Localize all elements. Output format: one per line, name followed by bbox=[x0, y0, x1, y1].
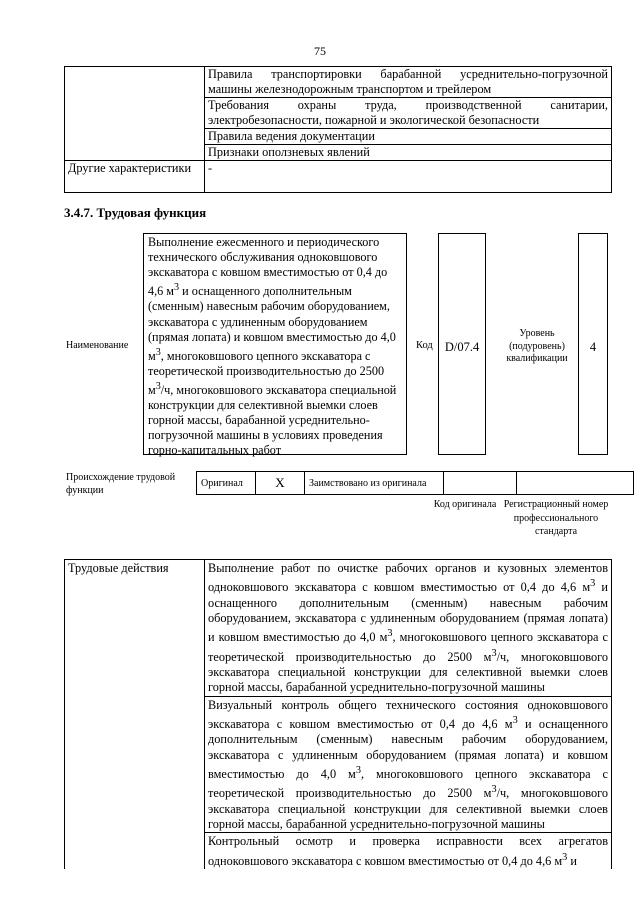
table-row bbox=[65, 161, 612, 193]
other-characteristics-label: Другие характеристики bbox=[65, 161, 205, 193]
row-label bbox=[65, 833, 205, 869]
table-row bbox=[65, 696, 612, 833]
section-heading: 3.4.7. Трудовая функция bbox=[64, 205, 207, 220]
labor-action-text: Выполнение работ по очистке рабочих органов и кузовных элементов одноковшового экскаватора с ковшом вместимостью от 0,4 до 4,6 $м^3$ и оснащенного дополнительным (сменным) навесным рабочим оборудованием, экскаватора с удлиненным оборудованием (прямая лопата) и ковшом вместимостью до 4,0 $м^3$, многоковшового цепного экскаватора с теоретической производительностью до 2500 $м^3/ч$, многоковшового экскаватора специальной конструкции для селективной выемки слоев горной массы, барабанной усреднительно-погрузочной машины bbox=[205, 560, 612, 697]
code-original-label: Код оригинала bbox=[433, 499, 497, 510]
labor-actions-label: Трудовые действия bbox=[65, 560, 205, 697]
qualification-level: 4 bbox=[589, 340, 597, 354]
row-text: Правила транспортировки барабанной усреднительно-погрузочной машины железнодорожным транспортом и трейлером bbox=[205, 67, 612, 98]
row-label bbox=[65, 98, 205, 129]
borrowed-label: Заимствовано из оригинала bbox=[305, 472, 444, 495]
qualification-level-label: Уровень (подуровень) квалификации bbox=[506, 328, 568, 364]
row-label bbox=[65, 145, 205, 161]
row-label bbox=[65, 129, 205, 145]
function-code-box bbox=[438, 233, 486, 455]
row-text: Правила ведения документации bbox=[205, 129, 612, 145]
table-row bbox=[65, 98, 612, 129]
qualification-level-box bbox=[578, 233, 608, 455]
table-row bbox=[65, 560, 612, 697]
original-label: Оригинал bbox=[197, 472, 256, 495]
page-number: 75 bbox=[314, 44, 326, 58]
code-original-cell bbox=[444, 472, 517, 495]
original-mark: X bbox=[256, 472, 305, 495]
labor-action-text: Визуальный контроль общего технического состояния одноковшового экскаватора с ковшом вместимостью от 0,4 до 4,6 $м^3$ и оснащенного дополнительным (сменным) навесным рабочим оборудованием, экскаватора с удлиненным оборудованием (прямая лопата) и ковшом вместимостью до 4,0 $м^3$, многоковшового цепного экскаватора с теоретической производительностью до 2500 $м^3/ч$, многоковшового экскаватора специальной конструкции для селективной выемки слоев горной массы, барабанной усреднительно-погрузочной машины bbox=[205, 696, 612, 833]
table-row bbox=[65, 145, 612, 161]
function-code-label: Код bbox=[416, 340, 433, 351]
row-text: Требования охраны труда, производственной санитарии, электробезопасности, пожарной и экологической безопасности bbox=[205, 98, 612, 129]
function-code: D/07.4 bbox=[444, 340, 480, 354]
function-name-text: Выполнение ежесменного и периодического технического обслуживания одноковшового экскаватора с ковшом вместимостью от 0,4 до 4,6 $м^3$ и оснащенного дополнительным (сменным) навесным рабочим оборудованием, экскаватора с удлиненным оборудованием (прямая лопата) и ковшом вместимостью до 4,0 $м^3$, многоковшового цепного экскаватора с теоретической производительностью до 2500 $м^3/ч$, многоковшового экскаватора специальной конструкции для селективной выемки слоев горной массы, барабанной усреднительно-погрузочной машины в условиях проведения горно-капитальных работ bbox=[148, 235, 397, 458]
table-row bbox=[197, 472, 634, 495]
row-label bbox=[65, 696, 205, 833]
knowledge-table bbox=[64, 66, 612, 193]
origin-table bbox=[196, 471, 634, 495]
row-label bbox=[65, 67, 205, 98]
function-name-box bbox=[143, 233, 407, 458]
labor-actions-table bbox=[64, 559, 612, 869]
table-row bbox=[65, 129, 612, 145]
labor-action-text: Контрольный осмотр и проверка исправности всех агрегатов одноковшового экскаватора с ковшом вместимостью от 0,4 до 4,6 $м^3$ и bbox=[205, 833, 612, 869]
table-row bbox=[65, 833, 612, 869]
other-characteristics-value: - bbox=[205, 161, 612, 193]
reg-number-cell bbox=[517, 472, 634, 495]
row-text: Признаки оползневых явлений bbox=[205, 145, 612, 161]
reg-number-label: Регистрационный номер профессионального стандарта bbox=[503, 499, 609, 537]
origin-label: Происхождение трудовой функции bbox=[66, 472, 176, 496]
function-name-label: Наименование bbox=[66, 340, 129, 351]
table-row bbox=[65, 67, 612, 98]
